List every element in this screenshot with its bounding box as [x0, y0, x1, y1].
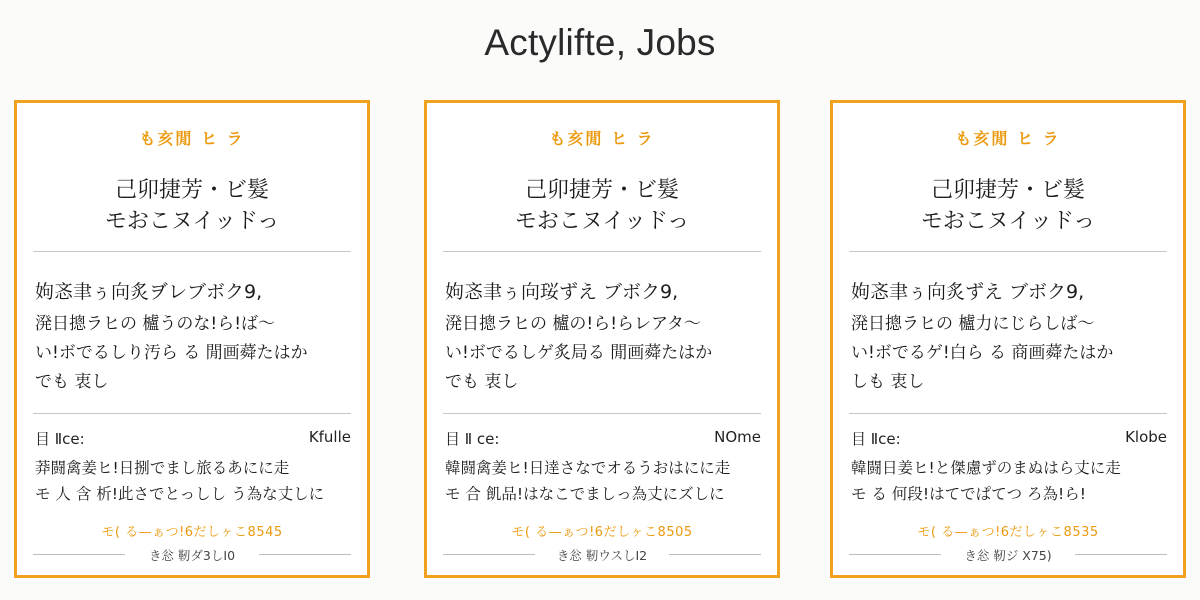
card-meta-label: 目 Ⅱce: [35, 430, 85, 448]
card-meta-value: NOme [714, 428, 761, 446]
divider [849, 413, 1167, 414]
divider [259, 554, 351, 555]
job-card[interactable] [424, 100, 780, 578]
card-footer-link[interactable]: モ( る—ぁつ!6だしヶこ8545 [101, 525, 283, 540]
job-card[interactable] [830, 100, 1186, 578]
card-heading [17, 175, 367, 237]
card-description [35, 277, 351, 397]
card-meta-line: 韓闘禽姜ヒ!日逹さなでオるうおはにに走 [445, 459, 731, 477]
card-description-lead: 姁忞聿ぅ向炙ヺレブボク9, [35, 281, 263, 303]
divider [1075, 554, 1167, 555]
card-subline [443, 546, 761, 564]
card-heading [427, 175, 777, 237]
card-description-line: い!ボでるしゲ炙局る 閒画蕣たはか [445, 343, 713, 363]
card-meta-label: 目 Ⅱce: [851, 430, 901, 448]
card-tag: も亥閒 ヒ ラ [139, 129, 245, 148]
divider [669, 554, 761, 555]
card-description-line: 溌日摠ラヒの 櫨の!ら!らレアタ〜 [445, 314, 701, 334]
card-sub-text: き忩 靭ダ3しⅠ0 [148, 548, 236, 563]
divider [33, 251, 351, 252]
card-description-line: 溌日摠ラヒの 櫨力にじらしば〜 [851, 314, 1095, 334]
card-tag: も亥閒 ヒ ラ [549, 129, 655, 148]
card-meta-value: Kfulle [308, 428, 351, 446]
card-description-line: い!ボでるしり汚ら る 閒画蕣たはか [35, 343, 308, 363]
card-subline [33, 546, 351, 564]
card-meta-line: モ る 何段!はてでぱてつ ろ為!ら! [851, 485, 1086, 503]
card-meta-line: モ 合 飢品!はなこでましっ為丈にズしに [445, 485, 725, 503]
card-description-line: でも 衷し [445, 372, 519, 392]
divider [33, 413, 351, 414]
card-meta-line: モ 人 含 析!此さでとっしし う為な丈しに [35, 485, 325, 503]
divider [849, 251, 1167, 252]
card-subline [849, 546, 1167, 564]
card-tag: も亥閒 ヒ ラ [955, 129, 1061, 148]
card-heading [833, 175, 1183, 237]
card-footer-link[interactable]: モ( る—ぁつ!6だしヶこ8505 [511, 525, 693, 540]
card-description-lead: 姁忞聿ぅ向炙ずえ ブボク9, [851, 281, 1085, 303]
card-meta-text [35, 455, 351, 507]
card-meta-line: 韓闘日姜ヒ!と傑慮ずのまぬはら丈に走 [851, 459, 1121, 477]
card-sub-text: き忩 靭ジ X75) [964, 548, 1052, 563]
divider [443, 413, 761, 414]
card-heading-line: モおこヌイッドっ [104, 209, 280, 234]
card-footer-link[interactable]: モ( る—ぁつ!6だしヶこ8535 [917, 525, 1099, 540]
card-heading-line: モおこヌイッドっ [920, 209, 1096, 234]
card-heading-line: 己卯捷芳・ビ髮 [930, 178, 1085, 203]
divider [443, 251, 761, 252]
card-description [445, 277, 761, 397]
card-sub-text: き忩 靭ウスしⅠ2 [556, 548, 648, 563]
card-heading-line: 己卯捷芳・ビ髮 [114, 178, 269, 203]
card-meta-label: 目 Ⅱ ce: [445, 430, 500, 448]
card-heading-line: 己卯捷芳・ビ髮 [524, 178, 679, 203]
card-meta-text [445, 455, 761, 507]
card-description-line: 溌日摠ラヒの 櫨うのな!ら!ば〜 [35, 314, 276, 334]
card-meta-line: 莽闘禽姜ヒ!日捌でまし旅るあにに走 [35, 459, 290, 477]
card-description-line: でも 衷し [35, 372, 109, 392]
job-card[interactable] [14, 100, 370, 578]
card-description-lead: 姁忞聿ぅ向珱ずえ ブボク9, [445, 281, 679, 303]
card-meta-text [851, 455, 1167, 507]
card-description-line: い!ボでるゲ!白ら る 商画蕣たはか [851, 343, 1114, 363]
card-description-line: しも 衷し [851, 372, 925, 392]
card-meta-value: Klobe [1125, 428, 1167, 446]
card-description [851, 277, 1167, 397]
page-title: Actylifte, Jobs [484, 22, 716, 63]
card-heading-line: モおこヌイッドっ [514, 209, 690, 234]
